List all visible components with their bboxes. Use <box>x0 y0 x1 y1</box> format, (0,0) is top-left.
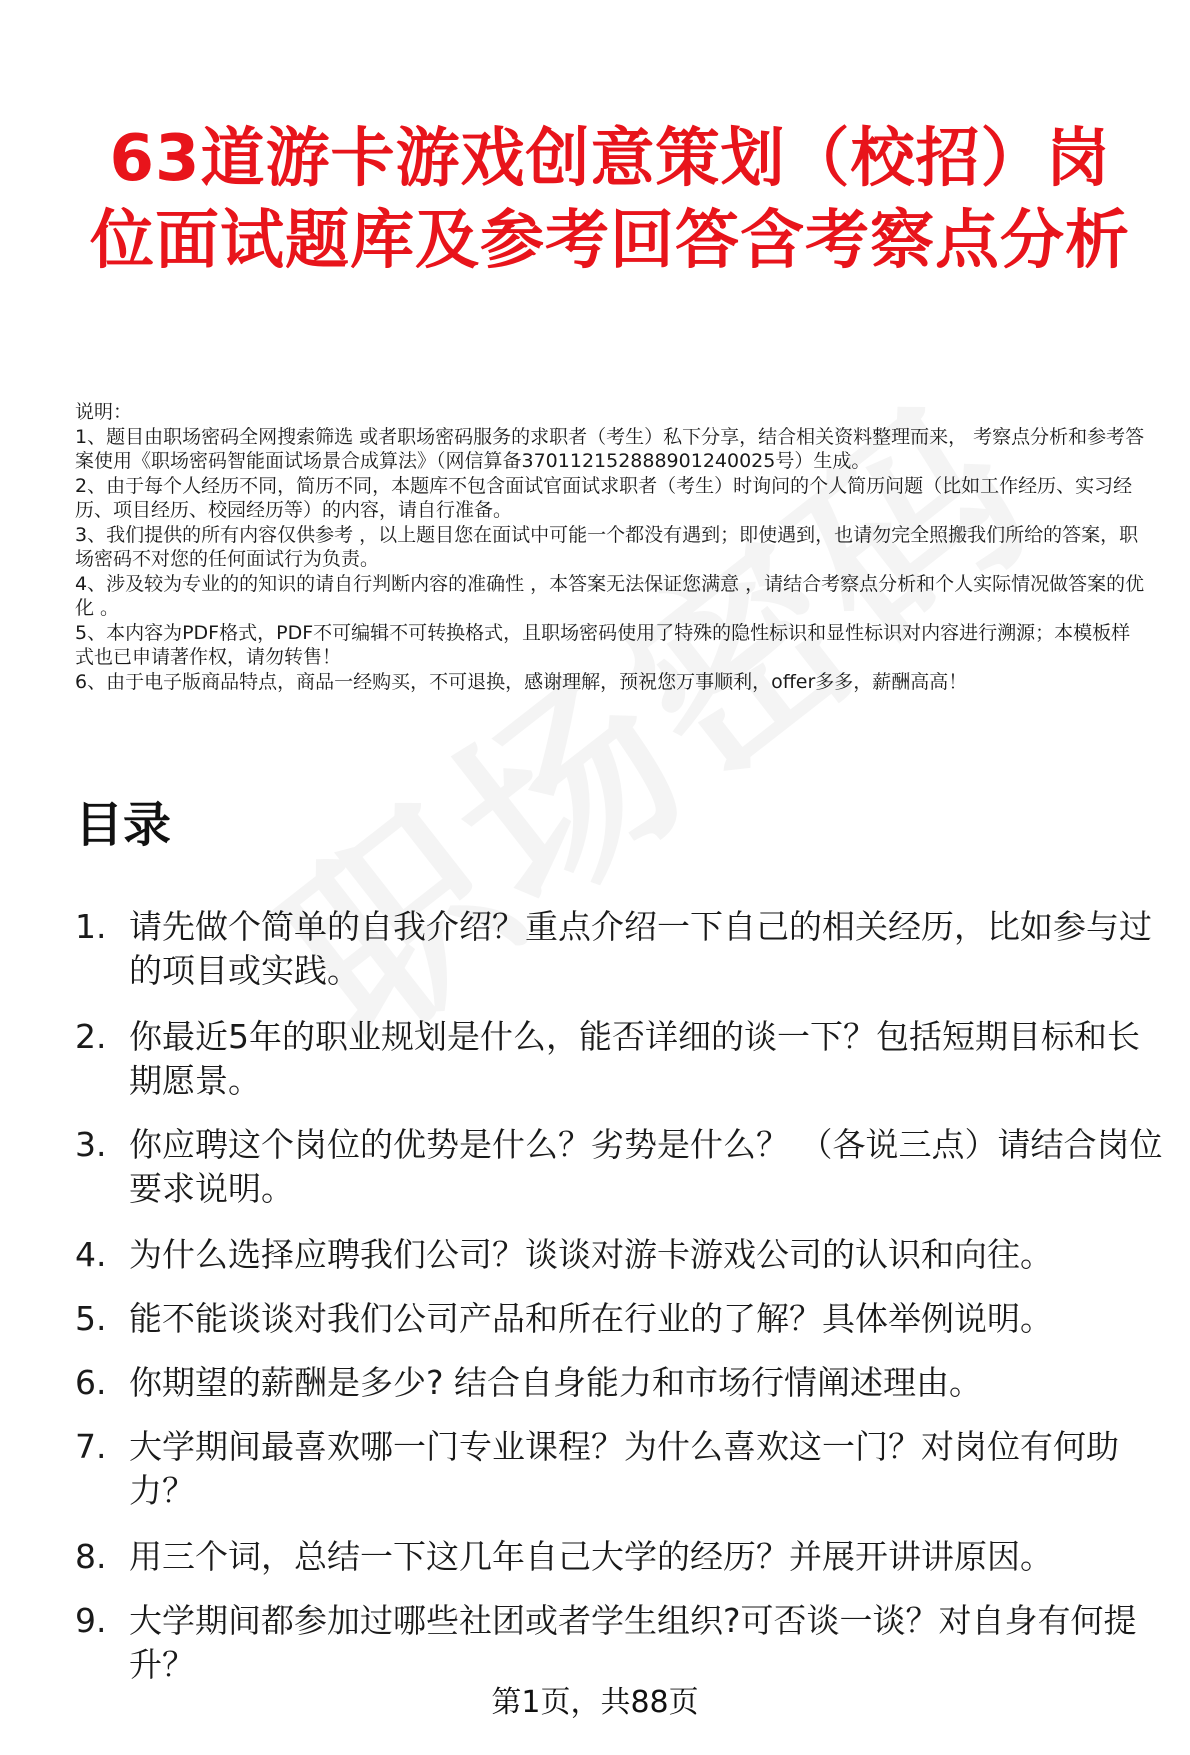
toc-item[interactable] <box>75 1015 1165 1103</box>
toc-heading: 目录 <box>75 797 172 853</box>
toc-item[interactable] <box>75 1361 1165 1405</box>
toc-item-number: 7. <box>75 1427 107 1466</box>
notes-heading: 说明： <box>75 401 133 423</box>
toc-item-text: 你期望的薪酬是多少? 结合自身能力和市场行情阐述理由。 <box>129 1363 983 1402</box>
toc-item-number: 9. <box>75 1601 107 1640</box>
page-number: 第1页，共88页 <box>491 1685 699 1720</box>
note-item: 5、本内容为PDF格式，PDF不可编辑不可转换格式，且职场密码使用了特殊的隐性标识和显性标识对内容进行溯源；本模板样式也已申请著作权，请勿转售！ <box>75 621 1131 668</box>
toc-item[interactable] <box>75 1599 1165 1687</box>
toc-item[interactable] <box>75 1297 1165 1341</box>
toc-item[interactable] <box>75 1535 1165 1579</box>
toc-item-text: 你最近5年的职业规划是什么，能否详细的谈一下？包括短期目标和长期愿景。 <box>129 1017 1140 1100</box>
notes-section <box>75 400 1145 694</box>
toc-item-number: 3. <box>75 1125 107 1164</box>
toc-item-number: 5. <box>75 1299 107 1338</box>
note-item: 6、由于电子版商品特点，商品一经购买，不可退换，感谢理解，预祝您万事顺利，offer多多，薪酬高高！ <box>75 670 968 693</box>
toc-item-text: 请先做个简单的自我介绍？重点介绍一下自己的相关经历，比如参与过的项目或实践。 <box>129 907 1152 990</box>
toc-item[interactable] <box>75 905 1165 993</box>
toc-item[interactable] <box>75 1233 1165 1277</box>
toc-item[interactable] <box>75 1425 1165 1513</box>
toc-item-text: 你应聘这个岗位的优势是什么？劣势是什么？ （各说三点）请结合岗位要求说明。 <box>129 1125 1163 1208</box>
toc-item-number: 2. <box>75 1017 107 1056</box>
toc-item-text: 用三个词，总结一下这几年自己大学的经历？并展开讲讲原因。 <box>129 1537 1053 1576</box>
toc-item-number: 8. <box>75 1537 107 1576</box>
toc-item-text: 大学期间都参加过哪些社团或者学生组织?可否谈一谈？对自身有何提升？ <box>129 1601 1137 1684</box>
toc-item-text: 大学期间最喜欢哪一门专业课程？为什么喜欢这一门？对岗位有何助力？ <box>129 1427 1119 1510</box>
toc-item-number: 4. <box>75 1235 107 1274</box>
document-title: 63道游卡游戏创意策划（校招）岗位面试题库及参考回答含考察点分析 <box>90 122 1130 278</box>
note-item: 2、由于每个人经历不同，简历不同，本题库不包含面试官面试求职者（考生）时询问的个人简历问题（比如工作经历、实习经历、项目经历、校园经历等）的内容，请自行准备。 <box>75 474 1133 521</box>
toc-item-number: 6. <box>75 1363 107 1402</box>
toc-item[interactable] <box>75 1123 1165 1211</box>
note-item: 1、题目由职场密码全网搜索筛选 或者职场密码服务的求职者（考生）私下分享，结合相关资料整理而来， 考察点分析和参考答案使用《职场密码智能面试场景合成算法》（网信算备370112152888901240025号）生成。 <box>75 425 1145 472</box>
note-item: 4、涉及较为专业的的知识的请自行判断内容的准确性 ，本答案无法保证您满意 ，请结合考察点分析和个人实际情况做答案的优化 。 <box>75 572 1145 619</box>
toc-item-text: 能不能谈谈对我们公司产品和所在行业的了解？具体举例说明。 <box>129 1299 1053 1338</box>
toc-item-text: 为什么选择应聘我们公司？谈谈对游卡游戏公司的认识和向往。 <box>129 1235 1053 1274</box>
toc-list <box>75 905 1165 1687</box>
note-item: 3、我们提供的所有内容仅供参考 ，以上题目您在面试中可能一个都没有遇到；即使遇到，也请勿完全照搬我们所给的答案，职场密码不对您的任何面试行为负责。 <box>75 523 1139 570</box>
toc-item-number: 1. <box>75 907 107 946</box>
